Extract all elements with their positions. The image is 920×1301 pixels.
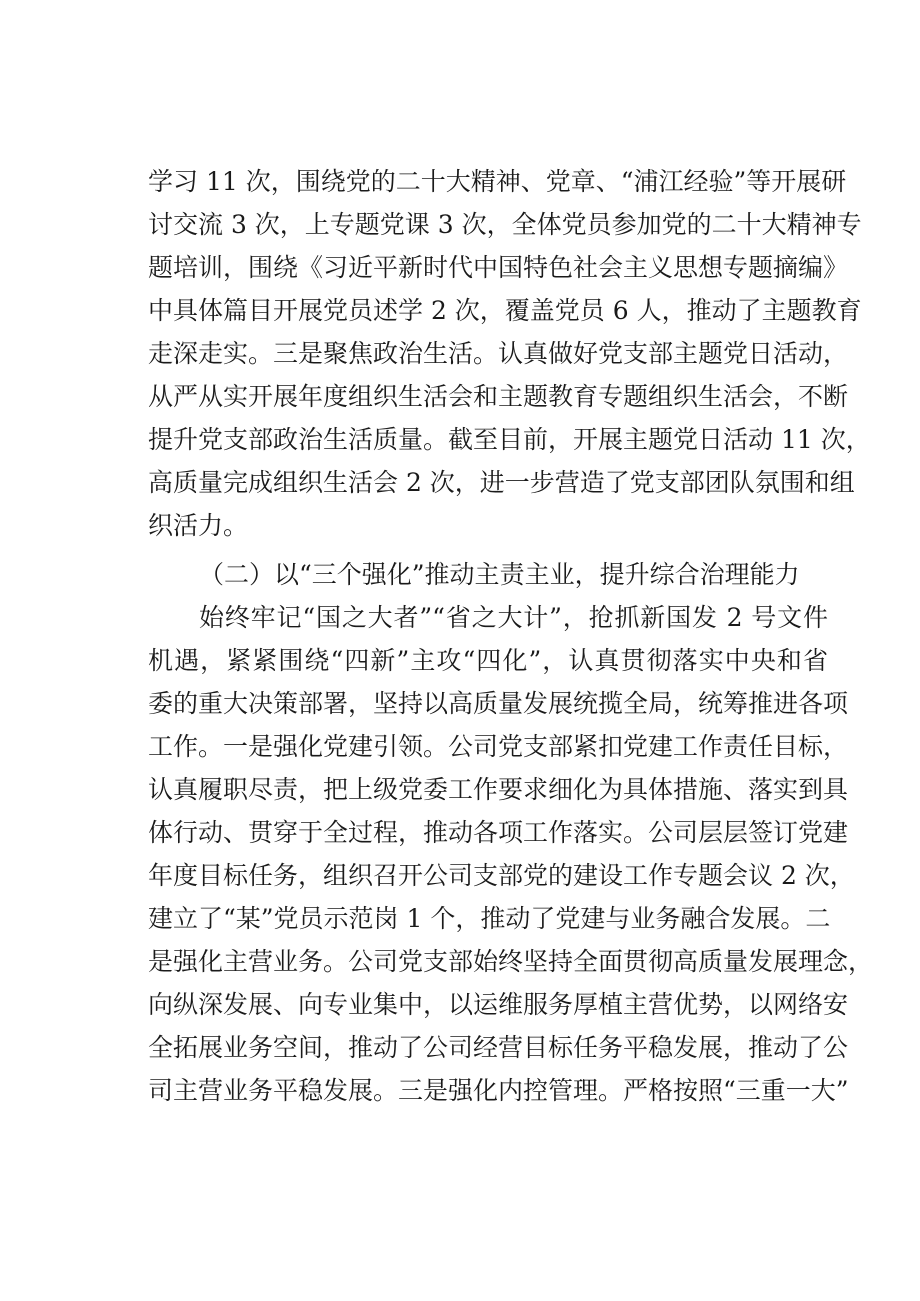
paragraph-line: 委的重大决策部署，坚持以高质量发展统揽全局，统筹推进各项 — [148, 689, 849, 718]
paragraph-line: 题培训，围绕《习近平新时代中国特色社会主义思想专题摘编》 — [148, 253, 849, 282]
paragraph-line: 讨交流 3 次，上专题党课 3 次，全体党员参加党的二十大精神专 — [148, 210, 862, 239]
paragraph-line: 学习 11 次，围绕党的二十大精神、党章、“浦江经验”等开展研 — [148, 167, 847, 196]
paragraph-line: 织活力。 — [148, 511, 249, 540]
paragraph-line: 始终牢记“国之大者”“省之大计”，抢抓新国发 2 号文件 — [199, 603, 828, 632]
paragraph-line: 年度目标任务，组织召开公司支部党的建设工作专题会议 2 次， — [148, 861, 855, 890]
paragraph-line: 走深走实。三是聚焦政治生活。认真做好党支部主题党日活动， — [148, 339, 849, 368]
paragraph-line: 提升党支部政治生活质量。截至目前，开展主题党日活动 11 次， — [148, 425, 871, 454]
paragraph-line: 中具体篇目开展党员述学 2 次，覆盖党员 6 人，推动了主题教育 — [148, 296, 862, 325]
paragraph-line: 是强化主营业务。公司党支部始终坚持全面贯彻高质量发展理念， — [148, 947, 874, 976]
paragraph-line: 工作。一是强化党建引领。公司党支部紧扣党建工作责任目标， — [148, 732, 849, 761]
paragraph-line: 司主营业务平稳发展。三是强化内控管理。严格按照“三重一大” — [148, 1076, 849, 1105]
paragraph-line: 高质量完成组织生活会 2 次，进一步营造了党支部团队氛围和组 — [148, 468, 855, 497]
paragraph-line: 建立了“某”党员示范岗 1 个，推动了党建与业务融合发展。二 — [148, 904, 831, 933]
paragraph-line: 从严从实开展年度组织生活会和主题教育专题组织生活会，不断 — [148, 382, 849, 411]
paragraph-line: 向纵深发展、向专业集中，以运维服务厚植主营优势，以网络安 — [148, 990, 849, 1019]
paragraph-line: 认真履职尽责，把上级党委工作要求细化为具体措施、落实到具 — [148, 775, 849, 804]
paragraph-line: 机遇，紧紧围绕“四新”主攻“四化”，认真贯彻落实中央和省 — [148, 646, 828, 675]
section-heading: （二）以“三个强化”推动主责主业，提升综合治理能力 — [199, 560, 800, 589]
paragraph-line: 体行动、贯穿于全过程，推动各项工作落实。公司层层签订党建 — [148, 818, 849, 847]
paragraph-line: 全拓展业务空间，推动了公司经营目标任务平稳发展，推动了公 — [148, 1033, 849, 1062]
